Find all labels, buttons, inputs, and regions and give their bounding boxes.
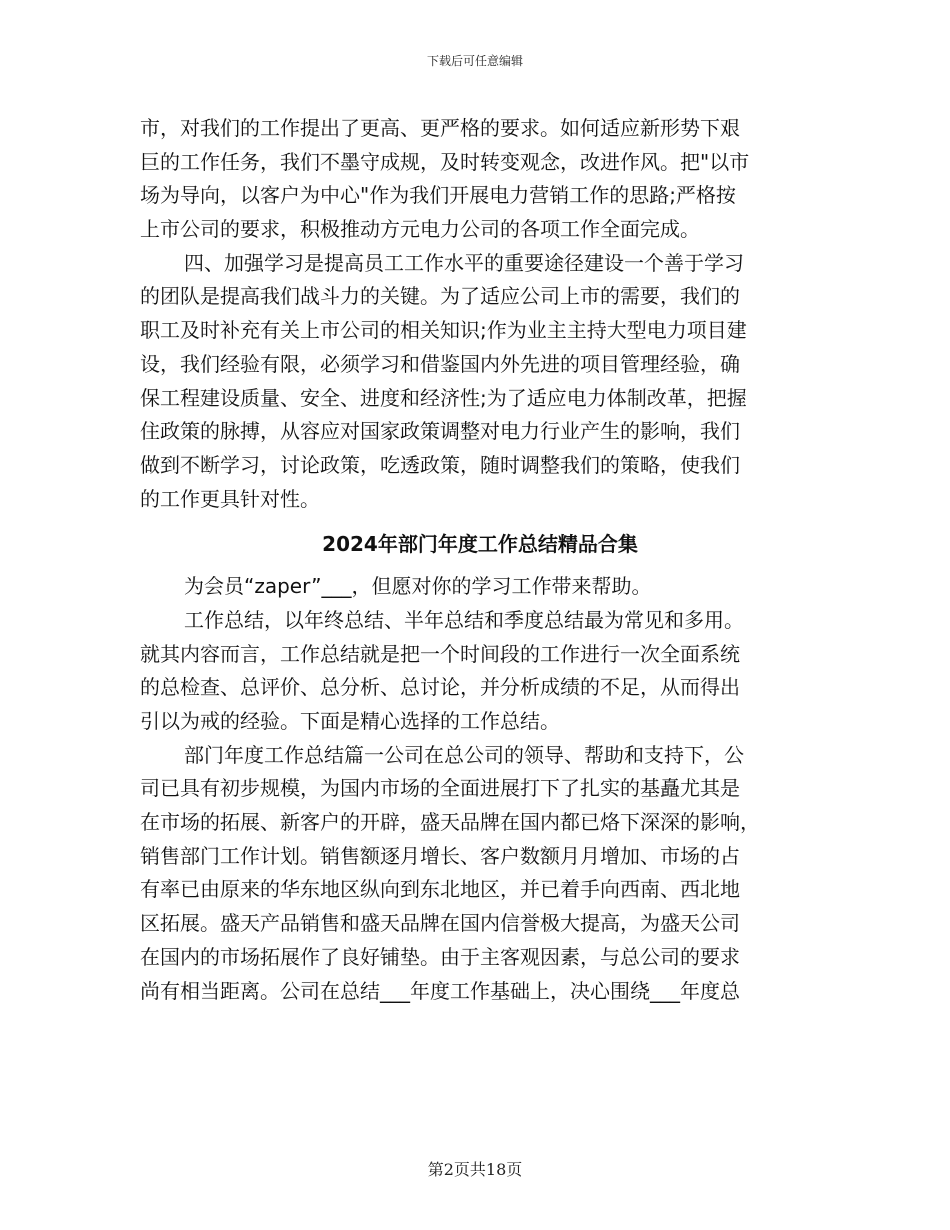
text-line: 司已具有初步规模，为国内市场的全面进展打下了扎实的基矗尤其是 [140,776,740,801]
header-note: 下载后可任意编辑 [426,54,523,68]
document-body [140,112,820,1008]
text-line: 为会员“zaper”___，但愿对你的学习工作带来帮助。 [184,574,652,599]
text-line: 的工作更具针对性。 [140,486,320,511]
text-line: 四、加强学习是提高员工工作水平的重要途径建设一个善于学习 [184,250,744,275]
paragraph-2 [140,247,820,517]
section-title: 2024年部门年度工作总结精品合集 [322,532,638,557]
text-line: 就其内容而言，工作总结就是把一个时间段的工作进行一次全面系统 [140,641,740,666]
text-line: 销售部门工作计划。销售额逐月增长、客户数额月月增加、市场的占 [140,843,740,868]
paragraph-4 [140,604,820,739]
text-line: 在国内的市场拓展作了良好铺垫。由于主客观因素，与总公司的要求 [140,944,740,969]
paragraph-5 [140,739,820,1009]
text-line: 在市场的拓展、新客户的开辟，盛天品牌在国内都已烙下深深的影响， [140,810,760,835]
text-line: 部门年度工作总结篇一公司在总公司的领导、帮助和支持下，公 [184,742,744,767]
paragraph-1 [140,112,820,247]
text-line: 有率已由原来的华东地区纵向到东北地区，并已着手向西南、西北地 [140,877,740,902]
text-line: 设，我们经验有限，必须学习和借鉴国内外先进的项目管理经验，确 [140,351,740,376]
text-line: 尚有相当距离。公司在总结___年度工作基础上，决心围绕___年度总 [140,978,740,1003]
text-line: 的团队是提高我们战斗力的关键。为了适应公司上市的需要，我们的 [140,284,740,309]
text-line: 巨的工作任务，我们不墨守成规，及时转变观念，改进作风。把"以市 [140,149,750,174]
page-footer: 第2页共18页 [427,1160,523,1179]
text-line: 的总检查、总评价、总分析、总讨论，并分析成绩的不足，从而得出 [140,675,740,700]
text-line: 市，对我们的工作提出了更高、更严格的要求。如何适应新形势下艰 [140,116,740,140]
text-line: 保工程建设质量、安全、进度和经济性;为了适应电力体制改革，把握 [140,385,747,410]
text-line: 场为导向，以客户为中心"作为我们开展电力营销工作的思路;严格按 [140,183,736,208]
text-line: 区拓展。盛天产品销售和盛天品牌在国内信誉极大提高，为盛天公司 [140,911,740,936]
text-line: 职工及时补充有关上市公司的相关知识;作为业主主持大型电力项目建 [140,318,747,343]
text-line: 住政策的脉搏，从容应对国家政策调整对电力行业产生的影响，我们 [140,419,740,444]
text-line: 上市公司的要求，积极推动方元电力公司的各项工作全面完成。 [140,217,700,242]
text-line: 工作总结，以年终总结、半年总结和季度总结最为常见和多用。 [184,607,744,632]
text-line: 引以为戒的经验。下面是精心选择的工作总结。 [140,709,560,733]
text-line: 做到不断学习，讨论政策，吃透政策，随时调整我们的策略，使我们 [140,452,740,477]
paragraph-3 [140,570,820,604]
